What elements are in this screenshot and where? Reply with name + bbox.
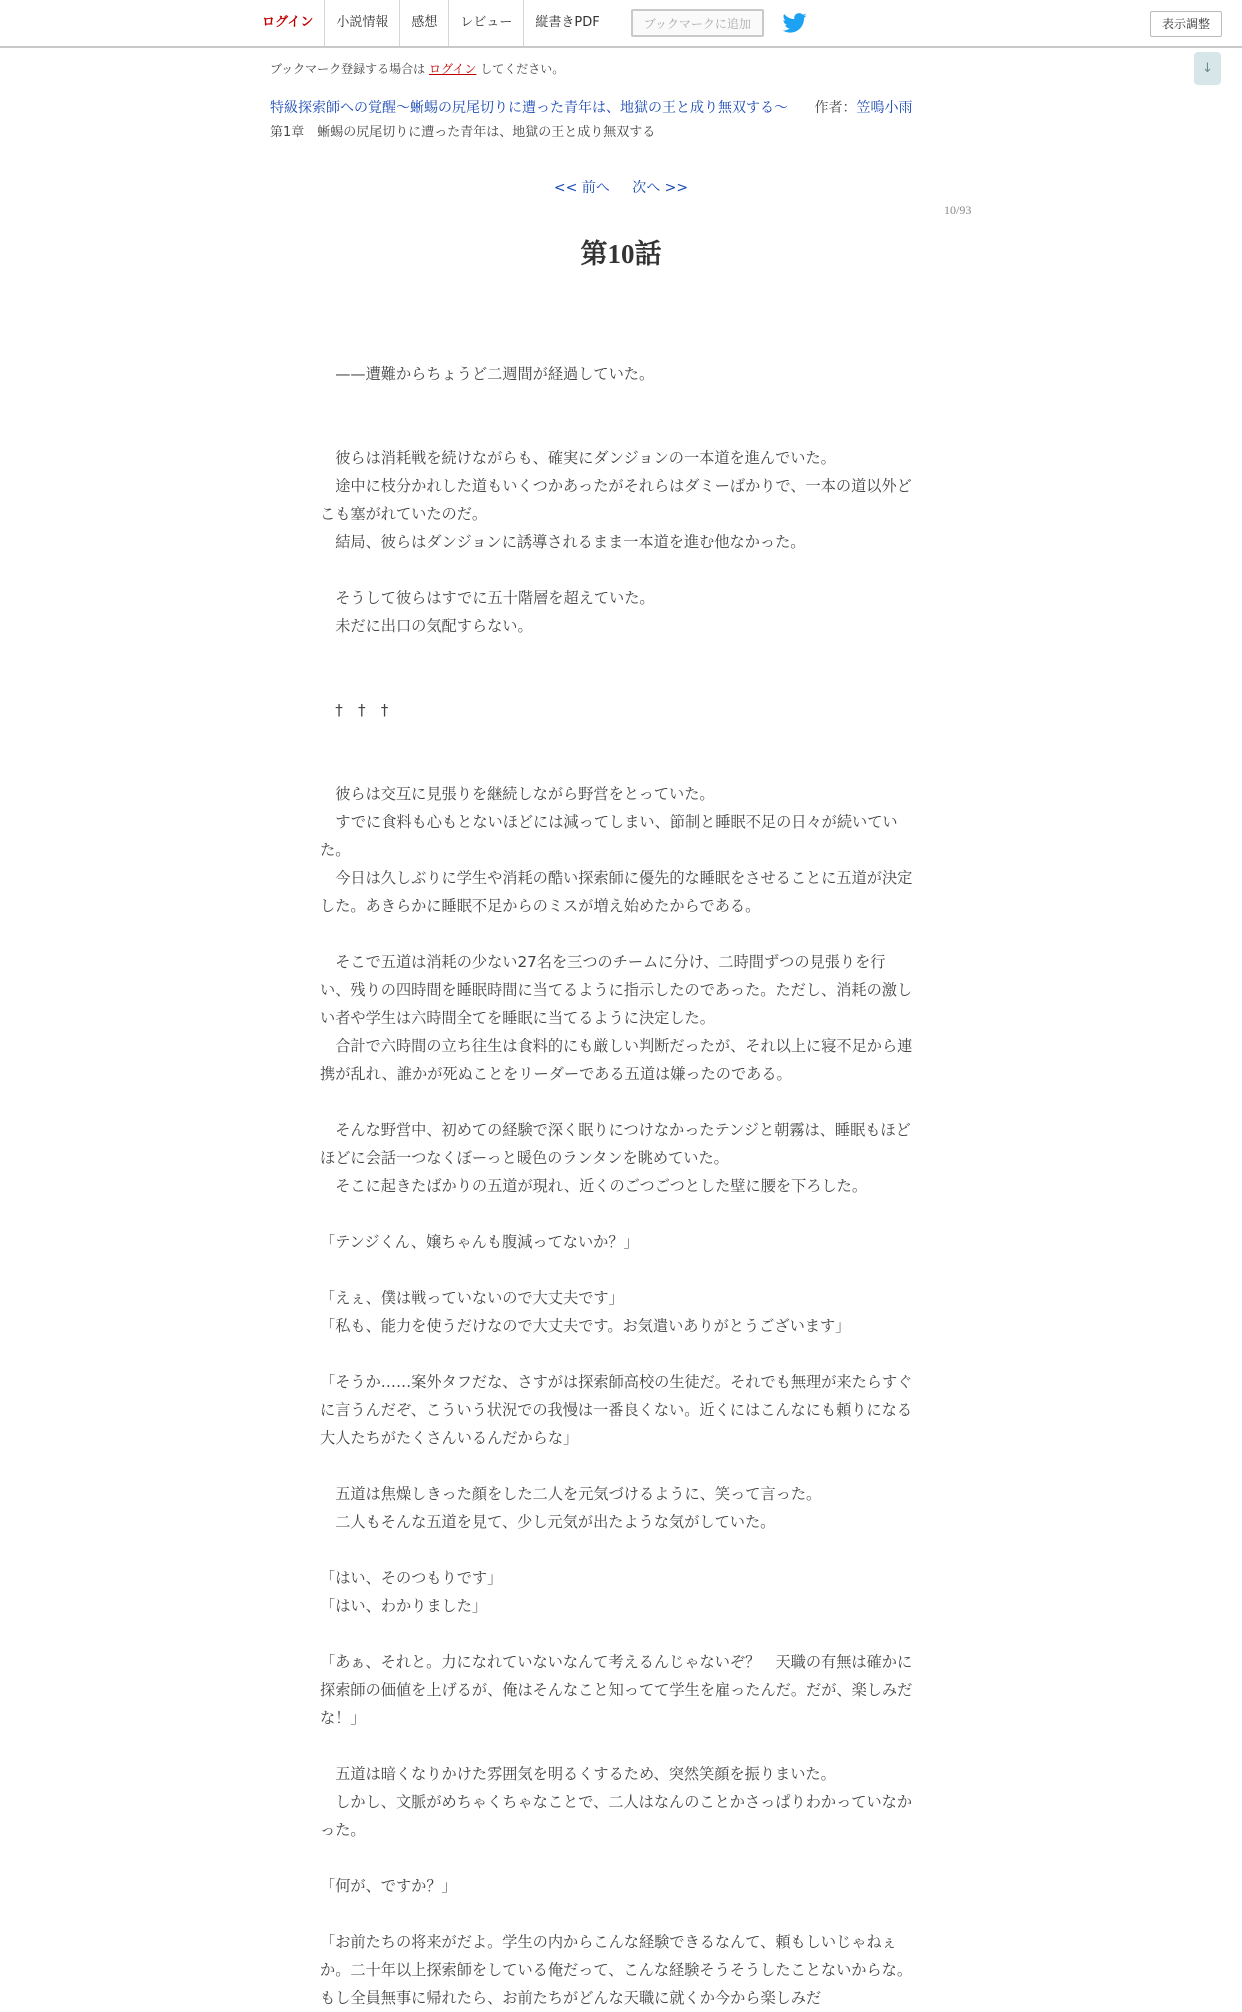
body-paragraph: 「何が、ですか？」: [320, 1877, 457, 1895]
body-paragraph: そうして彼らはすでに五十階層を超えていた。: [320, 589, 655, 607]
body-paragraph: 「えぇ、僕は戦っていないので大丈夫です」: [320, 1289, 624, 1307]
body-paragraph: 五道は焦燥しきった顔をした二人を元気づけるように、笑って言った。: [320, 1485, 822, 1503]
body-paragraph: [320, 640, 914, 668]
novel-info-link[interactable]: 小説情報: [325, 0, 400, 46]
bookmark-note-login-link[interactable]: ログイン: [429, 62, 477, 76]
body-paragraph: [320, 416, 914, 444]
body-paragraph: [320, 1256, 914, 1284]
body-paragraph: [320, 1536, 914, 1564]
body-paragraph: [320, 1900, 914, 1928]
bookmark-note-suffix: してください。: [480, 62, 565, 76]
body-paragraph: 二人もそんな五道を見て、少し元気が出たような気がしていた。: [320, 1513, 776, 1531]
novel-body-text: [320, 360, 914, 2012]
body-paragraph: 「はい、わかりました」: [320, 1597, 488, 1615]
body-paragraph: [320, 1452, 914, 1480]
body-paragraph: [320, 1088, 914, 1116]
episode-counter: 10/93: [944, 203, 972, 217]
display-settings-button[interactable]: 表示調整: [1150, 11, 1222, 37]
body-paragraph: 五道は暗くなりかけた雰囲気を明るくするため、突然笑顔を振りまいた。: [320, 1765, 836, 1783]
episode-pager: [0, 177, 1242, 197]
body-paragraph: しかし、文脈がめちゃくちゃなことで、二人はなんのことかさっぱりわかっていなかった。: [320, 1793, 913, 1839]
body-paragraph: 結局、彼らはダンジョンに誘導されるまま一本道を進む他なかった。: [320, 533, 806, 551]
body-paragraph: [320, 556, 914, 584]
bookmark-note-prefix: ブックマーク登録する場合は: [270, 62, 426, 76]
novel-title-link[interactable]: 特級探索師への覚醒～蜥蜴の尻尾切りに遭った青年は、地獄の王と成り無双する～: [270, 100, 788, 116]
author-link[interactable]: 笠鳴小雨: [856, 100, 913, 116]
scroll-down-button[interactable]: ↓: [1194, 52, 1221, 85]
body-paragraph: [320, 724, 914, 752]
body-paragraph: [320, 920, 914, 948]
twitter-share-button[interactable]: [782, 12, 808, 34]
body-paragraph: [320, 1340, 914, 1368]
add-bookmark-button[interactable]: ブックマークに追加: [631, 9, 764, 37]
top-navigation-bar: [0, 0, 1242, 48]
login-link[interactable]: ログイン: [251, 0, 325, 46]
body-paragraph: 「そうか……案外タフだな、さすがは探索師高校の生徒だ。それでも無理が来たらすぐに言うんだぞ、こういう状況での我慢は一番良くない。近くにはこんなにも頼りになる大人たちがたくさんいるんだからな」: [320, 1373, 913, 1447]
body-paragraph: ——遭難からちょうど二週間が経過していた。: [320, 365, 655, 383]
body-paragraph: そんな野営中、初めての経験で深く眠りにつけなかったテンジと朝霧は、睡眠もほどほどに会話一つなくぼーっと暖色のランタンを眺めていた。: [320, 1121, 911, 1167]
impressions-link[interactable]: 感想: [400, 0, 449, 46]
body-paragraph: [320, 1732, 914, 1760]
body-paragraph: 彼らは交互に見張りを継続しながら野営をとっていた。: [320, 785, 715, 803]
novel-header: [270, 97, 912, 117]
review-link[interactable]: レビュー: [449, 0, 524, 46]
body-paragraph: [320, 752, 914, 780]
body-paragraph: 「テンジくん、嬢ちゃんも腹減ってないか？」: [320, 1233, 639, 1251]
author-label: 作者：: [814, 100, 857, 116]
body-paragraph: そこに起きたばかりの五道が現れ、近くのごつごつとした壁に腰を下ろした。: [320, 1177, 868, 1195]
body-paragraph: 「はい、そのつもりです」: [320, 1569, 503, 1587]
body-paragraph: [320, 1200, 914, 1228]
prev-episode-link[interactable]: << 前へ: [553, 180, 610, 196]
nav-menu: [251, 0, 808, 46]
body-paragraph: 今日は久しぶりに学生や消耗の酷い探索師に優先的な睡眠をさせることに五道が決定した。あきらかに睡眠不足からのミスが増え始めたからである。: [320, 869, 913, 915]
twitter-bird-icon: [782, 13, 807, 33]
body-paragraph: 「私も、能力を使うだけなので大丈夫です。お気遣いありがとうございます」: [320, 1317, 851, 1335]
body-paragraph: [320, 1844, 914, 1872]
body-paragraph: 彼らは消耗戦を続けながらも、確実にダンジョンの一本道を進んでいた。: [320, 449, 836, 467]
body-paragraph: そこで五道は消耗の少ない27名を三つのチームに分け、二時間ずつの見張りを行い、残りの四時間を睡眠時間に当てるように指示したのであった。ただし、消耗の激しい者や学生は六時間全てを睡眠に当てるように決定した。: [320, 953, 913, 1027]
body-paragraph: 合計で六時間の立ち往生は食料的にも厳しい判断だったが、それ以上に寝不足から連携が乱れ、誰かが死ぬことをリーダーである五道は嫌ったのである。: [320, 1037, 913, 1083]
vertical-pdf-link[interactable]: 縦書きPDF: [535, 15, 600, 30]
episode-title: 第10話: [580, 239, 662, 269]
body-paragraph: すでに食料も心もとないほどには減ってしまい、節制と睡眠不足の日々が続いていた。: [320, 813, 898, 859]
body-paragraph: 「お前たちの将来がだよ。学生の内からこんな経験できるなんて、頼もしいじゃねぇか。二十年以上探索師をしている俺だって、こんな経験そうそうしたことないからな。もし全員無事に帰れたら、お前たちがどんな天職に就くか今から楽しみだ: [320, 1933, 913, 2007]
body-paragraph: [320, 388, 914, 416]
next-episode-link[interactable]: 次へ >>: [632, 180, 689, 196]
chapter-title: 第1章 蜥蜴の尻尾切りに遭った青年は、地獄の王と成り無双する: [270, 125, 656, 140]
body-paragraph: 途中に枝分かれした道もいくつかあったがそれらはダミーばかりで、一本の道以外どこも塞がれていたのだ。: [320, 477, 912, 523]
body-paragraph: [320, 1620, 914, 1648]
bookmark-login-note: [270, 60, 564, 77]
body-paragraph: 「あぁ、それと。力になれていないなんて考えるんじゃないぞ？ 天職の有無は確かに探索師の価値を上げるが、俺はそんなこと知ってて学生を雇ったんだ。だが、楽しみだな！」: [320, 1653, 913, 1727]
body-paragraph: † † †: [320, 701, 389, 719]
body-paragraph: [320, 668, 914, 696]
body-paragraph: 未だに出口の気配すらない。: [320, 617, 533, 635]
